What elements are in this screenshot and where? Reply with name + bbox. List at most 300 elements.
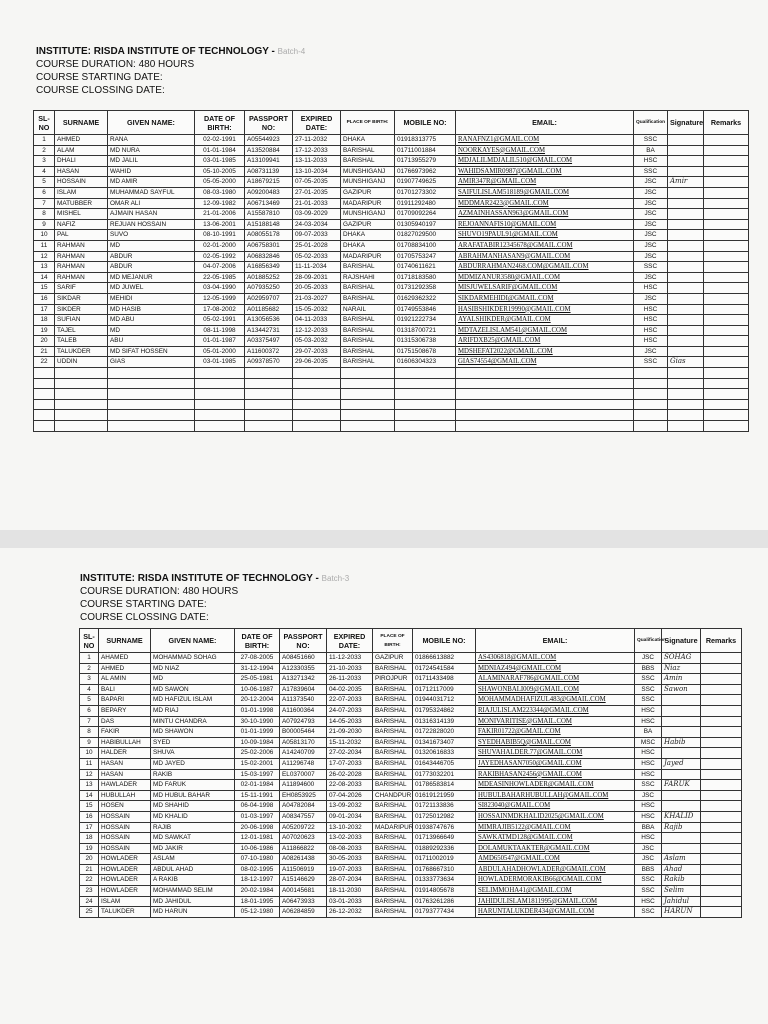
cell-expired-date: 30-05-2033 [327,854,373,865]
cell-expired-date: 18-11-2030 [327,886,373,897]
cell-signature: Habib [662,737,701,748]
empty-cell [341,378,395,389]
table-row [80,854,742,865]
cell-remarks [704,262,749,273]
empty-cell [108,368,195,379]
cell-mobile-no: 01827029500 [395,230,456,241]
empty-cell [55,399,108,410]
cell-signature: Niaz [662,663,701,674]
cell-remarks [704,135,749,146]
cell-place-of-birth: BARISHAL [373,748,413,759]
table-row [80,769,742,780]
cell-email: MDSHEFAT2022@GMAIL.COM [456,346,634,357]
cell-place-of-birth: BARISHAL [373,801,413,812]
cell-passport-no: A15188148 [245,219,293,230]
col-qualification: Qualification [634,111,668,135]
table-row [34,251,749,262]
cell-given-name: MD HUBUL BAHAR [151,790,235,801]
cell-date-of-birth: 03-04-1990 [195,283,245,294]
cell-expired-date: 03-09-2029 [293,209,341,220]
cell-place-of-birth: MUNSHIGANJ [341,177,395,188]
cell-sl-no: 20 [34,336,55,347]
cell-date-of-birth: 10-06-1986 [235,843,280,854]
cell-given-name: MD HAFIZUL ISLAM [151,695,235,706]
cell-date-of-birth: 22-05-1985 [195,272,245,283]
col-surname: SURNAME [99,629,151,653]
cell-given-name: RAJIB [151,822,235,833]
cell-surname: HOWLADER [99,886,151,897]
cell-remarks [704,251,749,262]
cell-mobile-no: 01921222734 [395,315,456,326]
cell-place-of-birth: BARISHAL [341,293,395,304]
cell-passport-no: A05209722 [280,822,327,833]
cell-sl-no: 5 [34,177,55,188]
cell-date-of-birth: 18-12-1997 [235,875,280,886]
registration-sheet-batch-3 [0,548,768,1024]
col-expired-date: EXPIRED DATE: [293,111,341,135]
table-row [34,272,749,283]
cell-remarks [704,357,749,368]
cell-place-of-birth: RAJSHAHI [341,272,395,283]
cell-signature [668,219,704,230]
cell-signature [662,843,701,854]
empty-cell [195,421,245,432]
cell-sl-no: 6 [80,705,99,716]
cell-given-name: ABDUL AHAD [151,864,235,875]
cell-remarks [704,346,749,357]
cell-expired-date: 11-11-2034 [293,262,341,273]
cell-mobile-no: 01911292480 [395,198,456,209]
cell-passport-no: A11600364 [280,705,327,716]
cell-email: RANAFNZ1@GMAIL.COM [456,135,634,146]
cell-remarks [701,653,742,664]
cell-qualification: SSC [635,684,662,695]
cell-email: MDDMAR2423@GMAIL.COM [456,198,634,209]
table-row [80,684,742,695]
cell-expired-date: 25-01-2028 [293,240,341,251]
empty-cell [195,368,245,379]
cell-expired-date: 22-08-2033 [327,780,373,791]
cell-qualification: HSC [634,336,668,347]
empty-cell [195,378,245,389]
cell-remarks [704,315,749,326]
empty-cell [245,410,293,421]
table-row [80,864,742,875]
cell-date-of-birth: 20-12-2004 [235,695,280,706]
cell-place-of-birth: BARISHAL [373,833,413,844]
cell-qualification: JSC [634,272,668,283]
cell-mobile-no: 01866613882 [413,653,476,664]
cell-qualification: HSC [635,896,662,907]
cell-qualification: JSC [634,230,668,241]
col-signature: Signature [668,111,704,135]
empty-cell [293,421,341,432]
cell-surname: HASAN [99,769,151,780]
cell-expired-date: 07-04-2026 [327,790,373,801]
cell-passport-no: A14240709 [280,748,327,759]
cell-remarks [704,187,749,198]
cell-passport-no: A05544923 [245,135,293,146]
cell-sl-no: 15 [34,283,55,294]
cell-date-of-birth: 05-01-2000 [195,346,245,357]
cell-expired-date: 27-11-2032 [293,135,341,146]
cell-date-of-birth: 05-02-1991 [195,315,245,326]
batch-label: Batch-4 [277,47,306,56]
cell-sl-no: 25 [80,907,99,918]
cell-expired-date: 21-10-2033 [327,663,373,674]
cell-passport-no: A11506919 [280,864,327,875]
empty-cell [704,421,749,432]
empty-cell [668,378,704,389]
cell-signature: Ahad [662,864,701,875]
cell-date-of-birth: 02-01-2000 [195,240,245,251]
cell-remarks [701,705,742,716]
empty-cell [668,389,704,400]
empty-cell [34,378,55,389]
empty-cell [34,421,55,432]
cell-passport-no: EL0370007 [280,769,327,780]
cell-date-of-birth: 17-08-2002 [195,304,245,315]
cell-qualification: JSC [634,198,668,209]
empty-cell [668,410,704,421]
cell-mobile-no: 01708834100 [395,240,456,251]
cell-surname: TALUKDER [99,907,151,918]
cell-given-name: MD MEJANUR [108,272,195,283]
col-place-of-birth: PLACE OF BIRTH: [341,111,395,135]
empty-cell [341,421,395,432]
cell-qualification: SSC [635,780,662,791]
cell-email: JAHIDULISLAM1811995@GMAIL.COM [476,896,635,907]
cell-sl-no: 23 [80,886,99,897]
cell-email: HASIBSHIKDER19990@GMAIL.COM [456,304,634,315]
empty-cell [456,421,634,432]
cell-given-name: SHUVA [151,748,235,759]
cell-qualification: JSC [635,653,662,664]
cell-mobile-no: 01722828020 [413,727,476,738]
cell-expired-date: 22-07-2033 [327,695,373,706]
empty-cell [668,421,704,432]
cell-remarks [704,166,749,177]
cell-sl-no: 4 [80,684,99,695]
cell-passport-no: A08451660 [280,653,327,664]
cell-given-name: MD NURA [108,145,195,156]
cell-remarks [701,674,742,685]
empty-cell [395,389,456,400]
cell-qualification: JSC [634,187,668,198]
cell-remarks [704,177,749,188]
cell-place-of-birth: BARISHAL [373,875,413,886]
cell-surname: HOSSAIN [99,811,151,822]
cell-given-name: MD SAWKAT [151,833,235,844]
cell-signature: FARUK [662,780,701,791]
empty-cell [704,368,749,379]
table-row [34,156,749,167]
cell-mobile-no: 01793777434 [413,907,476,918]
cell-expired-date: 27-01-2035 [293,187,341,198]
cell-surname: HOSSAIN [99,833,151,844]
empty-cell [245,368,293,379]
cell-expired-date: 13-11-2033 [293,156,341,167]
cell-date-of-birth: 02-02-1991 [195,135,245,146]
empty-cell [704,399,749,410]
cell-email: AZMAINHASSAN963@GMAIL.COM [456,209,634,220]
cell-remarks [701,801,742,812]
cell-passport-no: A01885252 [245,272,293,283]
cell-passport-no: A08261438 [280,854,327,865]
cell-qualification: JSC [634,209,668,220]
col-sl-no: SL-NO [34,111,55,135]
cell-email: MDMIZANUR3580@GMAIL.COM [456,272,634,283]
cell-sl-no: 21 [80,864,99,875]
cell-remarks [701,716,742,727]
cell-signature [662,769,701,780]
cell-expired-date: 07-05-2035 [293,177,341,188]
cell-passport-no: A15146629 [280,875,327,886]
cell-remarks [701,907,742,918]
cell-place-of-birth: CHANDPUR [373,790,413,801]
cell-passport-no: A06832846 [245,251,293,262]
cell-sl-no: 2 [34,145,55,156]
cell-signature [668,325,704,336]
cell-mobile-no: 01938747676 [413,822,476,833]
col-signature: Signature [662,629,701,653]
cell-expired-date: 11-12-2033 [327,653,373,664]
cell-place-of-birth: MADARIPUR [341,198,395,209]
empty-cell [668,368,704,379]
cell-qualification: BA [635,727,662,738]
cell-email: ARIFDXB25@GMAIL.COM [456,336,634,347]
cell-qualification: HSC [634,325,668,336]
course-duration: COURSE DURATION: 480 HOURS [36,59,195,70]
col-mobile-no: MOBILE NO: [395,111,456,135]
cell-mobile-no: 01619121959 [413,790,476,801]
cell-given-name: MOHAMMAD SOHAG [151,653,235,664]
cell-expired-date: 20-05-2033 [293,283,341,294]
cell-given-name: MD JAYED [151,758,235,769]
cell-surname: BEPARY [99,705,151,716]
cell-remarks [704,272,749,283]
institute-title: INSTITUTE: RISDA INSTITUTE OF TECHNOLOGY - [36,46,275,57]
empty-cell [34,389,55,400]
sheet-header [36,45,305,97]
cell-signature: Rajib [662,822,701,833]
empty-cell [245,399,293,410]
cell-given-name: REJUAN HOSSAIN [108,219,195,230]
empty-row [34,410,749,421]
cell-given-name: ASLAM [151,854,235,865]
cell-sl-no: 18 [80,833,99,844]
cell-signature [668,346,704,357]
table-row [34,336,749,347]
cell-sl-no: 16 [34,293,55,304]
cell-qualification: SSC [635,886,662,897]
cell-expired-date: 13-10-2034 [293,166,341,177]
cell-given-name: MD HASIB [108,304,195,315]
cell-signature [662,748,701,759]
empty-cell [293,389,341,400]
cell-qualification: HSC [635,833,662,844]
empty-cell [195,410,245,421]
cell-place-of-birth: BARISHAL [341,325,395,336]
cell-date-of-birth: 15-11-1991 [235,790,280,801]
cell-expired-date: 09-07-2033 [293,230,341,241]
cell-mobile-no: 01316314139 [413,716,476,727]
empty-cell [108,389,195,400]
cell-mobile-no: 01713955279 [395,156,456,167]
cell-surname: AHMED [55,135,108,146]
cell-place-of-birth: BARISHAL [341,283,395,294]
cell-surname: SIKDER [55,304,108,315]
cell-mobile-no: 01718183580 [395,272,456,283]
batch-label: Batch-3 [321,574,350,583]
cell-signature [668,283,704,294]
cell-mobile-no: 01795324862 [413,705,476,716]
table-row [80,748,742,759]
cell-expired-date: 29-06-2035 [293,357,341,368]
table-row [80,737,742,748]
cell-mobile-no: 01713966649 [413,833,476,844]
table-row [34,209,749,220]
empty-cell [245,378,293,389]
cell-email: HOSSAINMDKHALID2025@GMAIL.COM [476,811,635,822]
institute-line [36,45,305,58]
cell-given-name: MD KHALID [151,811,235,822]
cell-email: GIAS74554@GMAIL.COM [456,357,634,368]
col-given-name: GIVEN NAME: [151,629,235,653]
cell-date-of-birth: 03-01-1985 [195,156,245,167]
cell-remarks [704,336,749,347]
cell-surname: SIKDAR [55,293,108,304]
cell-remarks [701,833,742,844]
cell-qualification: JSC [634,177,668,188]
cell-date-of-birth: 01-01-1998 [235,705,280,716]
col-date-of-birth: DATE OF BIRTH: [195,111,245,135]
cell-signature: SOHAG [662,653,701,664]
cell-passport-no: A05813170 [280,737,327,748]
cell-place-of-birth: DHAKA [341,135,395,146]
cell-given-name: A RAKIB [151,875,235,886]
cell-qualification: MSC [635,737,662,748]
cell-mobile-no: 01701273302 [395,187,456,198]
cell-given-name: MD SIFAT HOSSEN [108,346,195,357]
cell-date-of-birth: 02-01-1984 [235,780,280,791]
empty-cell [341,410,395,421]
cell-email: MISJUWELSARIF@GMAIL.COM [456,283,634,294]
cell-passport-no: A07935250 [245,283,293,294]
empty-cell [108,410,195,421]
cell-given-name: MD SAWON [151,684,235,695]
cell-passport-no: A18679215 [245,177,293,188]
trainee-table-body [34,135,749,432]
table-row [34,262,749,273]
empty-cell [634,368,668,379]
cell-sl-no: 12 [80,769,99,780]
empty-cell [704,378,749,389]
cell-passport-no: A13271342 [280,674,327,685]
cell-place-of-birth: GAZIPUR [341,219,395,230]
table-row [34,145,749,156]
cell-mobile-no: 01711433498 [413,674,476,685]
cell-mobile-no: 01320616833 [413,748,476,759]
cell-email: ABRAHMANHASAN9@GMAIL.COM [456,251,634,262]
cell-given-name: SUVO [108,230,195,241]
cell-passport-no: EH0853925 [280,790,327,801]
cell-surname: HAWLADER [99,780,151,791]
cell-place-of-birth: BARISHAL [341,315,395,326]
col-place-of-birth: PLACE OF BIRTH: [373,629,413,653]
cell-expired-date: 09-01-2034 [327,811,373,822]
cell-place-of-birth: GAZIPUR [341,187,395,198]
cell-surname: TAJEL [55,325,108,336]
cell-qualification: HSC [634,283,668,294]
cell-given-name: MD [108,325,195,336]
cell-mobile-no: 01606304323 [395,357,456,368]
cell-email: SHUVO19PAUL91@GMAIL.COM [456,230,634,241]
empty-cell [341,399,395,410]
cell-sl-no: 9 [80,737,99,748]
cell-mobile-no: 01629362322 [395,293,456,304]
cell-email: MIMRAJIB5122@GMAIL.COM [476,822,635,833]
cell-email: WAHIDSAMIR0987@GMAIL.COM [456,166,634,177]
cell-sl-no: 18 [34,315,55,326]
cell-email: SYEDHABIB5Q@GMAIL.COM [476,737,635,748]
cell-surname: HOSSAIN [99,822,151,833]
cell-mobile-no: 01773032201 [413,769,476,780]
empty-cell [341,389,395,400]
table-row [34,357,749,368]
cell-sl-no: 17 [34,304,55,315]
institute-line [80,572,349,585]
cell-passport-no: A09200483 [245,187,293,198]
cell-date-of-birth: 15-03-1997 [235,769,280,780]
cell-surname: DHALI [55,156,108,167]
empty-cell [293,399,341,410]
empty-cell [395,378,456,389]
course-closing-date: COURSE CLOSSING DATE: [80,612,209,623]
cell-date-of-birth: 02-05-1992 [195,251,245,262]
cell-remarks [701,727,742,738]
col-passport-no: PASSPORT NO: [280,629,327,653]
cell-surname: HOWLADER [99,864,151,875]
table-row [80,811,742,822]
cell-expired-date: 21-03-2027 [293,293,341,304]
cell-surname: TALEB [55,336,108,347]
cell-mobile-no: 01305940197 [395,219,456,230]
cell-surname: BALI [99,684,151,695]
cell-signature [668,198,704,209]
cell-signature [662,695,701,706]
cell-email: AS4306818@GMAIL.COM [476,653,635,664]
cell-place-of-birth: MUNSHIGANJ [341,209,395,220]
cell-place-of-birth: BARISHAL [373,758,413,769]
cell-passport-no: A02959707 [245,293,293,304]
sheet-divider [0,530,768,548]
col-expired-date: EXPIRED DATE: [327,629,373,653]
cell-qualification: HSC [635,801,662,812]
cell-signature: Jayed [662,758,701,769]
cell-passport-no: A06758301 [245,240,293,251]
table-row [80,727,742,738]
cell-sl-no: 7 [80,716,99,727]
cell-email: SIKDARMEHIDI@GMAIL.COM [456,293,634,304]
course-starting-date: COURSE STARTING DATE: [80,599,207,610]
cell-surname: HOSSAIN [99,843,151,854]
table-row [34,198,749,209]
table-row [34,240,749,251]
cell-mobile-no: 01914805678 [413,886,476,897]
cell-expired-date: 26-11-2033 [327,674,373,685]
cell-passport-no: A12330355 [280,663,327,674]
